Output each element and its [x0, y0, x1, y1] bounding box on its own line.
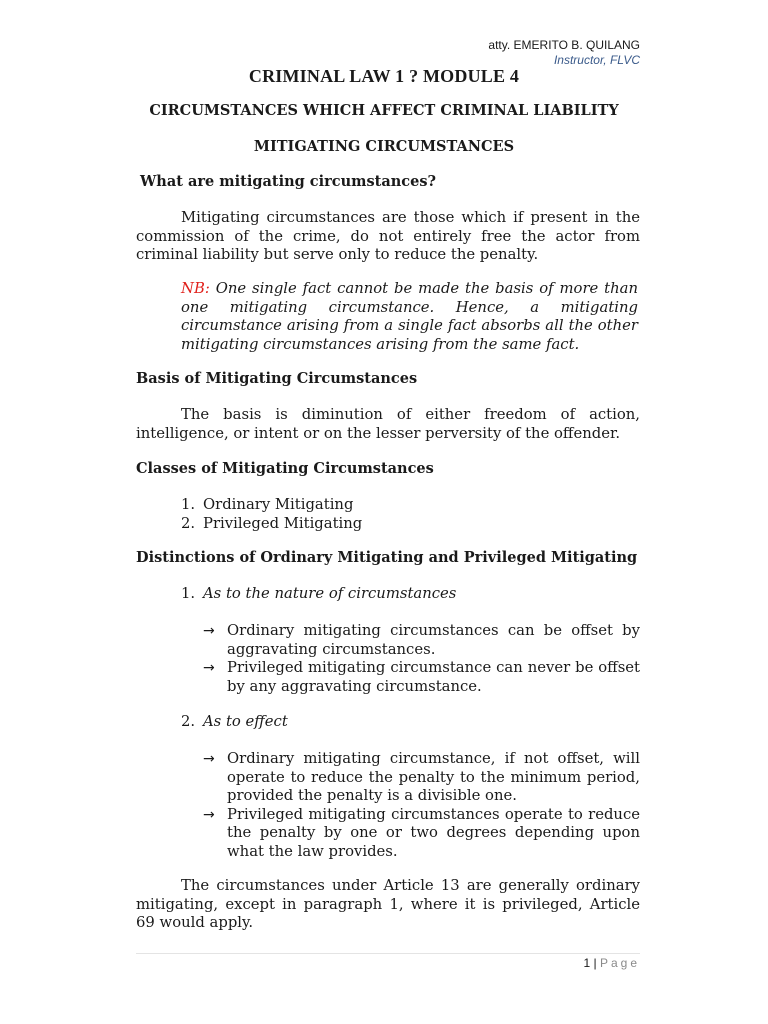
- list-item: → Privileged mitigating circumstance can never be offset by any aggravating circumstance.: [203, 659, 640, 695]
- definition-paragraph: Mitigating circumstances are those which if present in the commission of the crime, do not entirely free the actor from criminal liability but serve only to reduce the penalty.: [136, 209, 640, 263]
- distinctions-heading: Distinctions of Ordinary Mitigating and Privileged Mitigating: [136, 549, 638, 566]
- subsection-title: MITIGATING CIRCUMSTANCES: [253, 138, 515, 155]
- distinction-effect-points: [203, 750, 640, 861]
- list-item: → Ordinary mitigating circumstances can be offset by aggravating circumstances.: [203, 622, 640, 658]
- page-footer: [583, 956, 640, 970]
- nb-note: [181, 280, 638, 354]
- nb-text: One single fact cannot be made the basis of more than one mitigating circumstance. Hence, a mitigating circumstance arising from a single fact absorbs all the other mitigating circumstances arising from the same fact.: [181, 280, 638, 353]
- distinction-effect-title: 2. As to effect: [181, 713, 288, 730]
- classes-list: [181, 496, 362, 533]
- author-name: atty. EMERITO B. QUILANG: [488, 38, 640, 52]
- right-arrow-icon: →: [203, 751, 215, 767]
- question-heading: What are mitigating circumstances?: [140, 173, 437, 190]
- basis-heading: Basis of Mitigating Circumstances: [136, 370, 418, 387]
- list-item: → Privileged mitigating circumstances operate to reduce the penalty by one or two degrees depending upon what the law provides.: [203, 805, 640, 860]
- list-item: → Ordinary mitigating circumstance, if not offset, will operate to reduce the penalty to the minimum period, provided the penalty is a divisible one.: [203, 750, 640, 804]
- page-label: Page: [599, 956, 640, 970]
- author-block: [488, 38, 640, 68]
- distinction-nature-points: [203, 622, 640, 696]
- page-separator: |: [593, 956, 597, 970]
- list-item: 2. Privileged Mitigating: [181, 514, 363, 532]
- basis-paragraph: The basis is diminution of either freedom of action, intelligence, or intent or on the lesser perversity of the offender.: [136, 406, 640, 442]
- list-item: 1. Ordinary Mitigating: [181, 496, 354, 513]
- author-role: Instructor, FLVC: [553, 53, 640, 67]
- footer-divider: [136, 953, 640, 954]
- page-number: 1: [583, 956, 591, 970]
- nb-label: NB:: [181, 280, 210, 297]
- right-arrow-icon: →: [203, 660, 215, 676]
- classes-heading: Classes of Mitigating Circumstances: [136, 460, 434, 477]
- closing-paragraph: The circumstances under Article 13 are generally ordinary mitigating, except in paragraph 1, where it is privileged, Article 69 would apply.: [136, 877, 640, 931]
- right-arrow-icon: →: [203, 623, 215, 639]
- document-title: CRIMINAL LAW 1 ? MODULE 4: [248, 66, 520, 86]
- right-arrow-icon: →: [203, 806, 215, 823]
- distinction-nature-title: 1. As to the nature of circumstances: [181, 585, 457, 602]
- section-title: CIRCUMSTANCES WHICH AFFECT CRIMINAL LIABILITY: [149, 102, 619, 119]
